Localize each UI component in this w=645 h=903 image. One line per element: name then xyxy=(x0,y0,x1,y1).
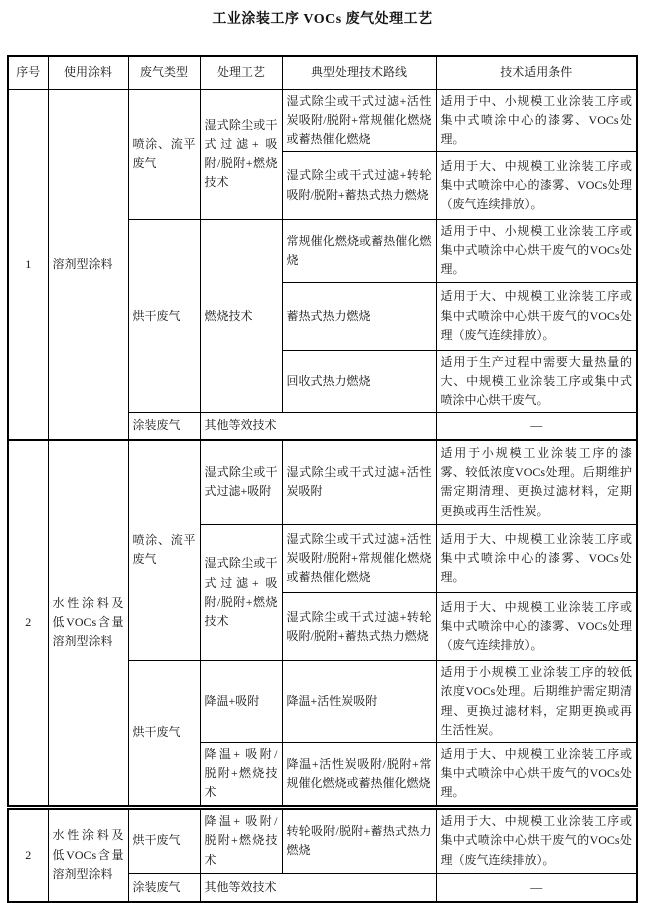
col-header-gas-type: 废气类型 xyxy=(128,56,200,89)
cell-gas-type: 烘干废气 xyxy=(128,807,200,873)
cell-gas-type: 烘干废气 xyxy=(128,220,200,413)
cell-condition: — xyxy=(436,413,637,440)
cell-process: 其他等效技术 xyxy=(200,873,436,902)
cell-seq: 2 xyxy=(8,440,48,807)
col-header-coating: 使用涂料 xyxy=(48,56,128,89)
cell-gas-type: 涂装废气 xyxy=(128,873,200,902)
cell-seq: 2 xyxy=(8,807,48,902)
cell-process: 降温+ 吸附/ 脱附+燃烧技术 xyxy=(200,807,282,873)
col-header-seq: 序号 xyxy=(8,56,48,89)
cell-route: 湿式除尘或干式过滤+活性炭吸附/脱附+常规催化燃烧或蓄热催化燃烧 xyxy=(282,525,436,593)
cell-route: 湿式除尘或干式过滤+转轮吸附/脱附+蓄热式热力燃烧 xyxy=(282,593,436,661)
cell-route: 湿式除尘或干式过滤+转轮吸附/脱附+蓄热式热力燃烧 xyxy=(282,152,436,220)
col-header-process: 处理工艺 xyxy=(200,56,282,89)
cell-process: 降温+吸附 xyxy=(200,661,282,743)
page-title: 工业涂装工序 VOCs 废气处理工艺 xyxy=(212,12,433,27)
cell-condition: — xyxy=(436,873,637,902)
cell-condition: 适用于大、中规模工业涂装工序或集中式喷涂中心烘干废气的VOCs处理（废气连续排放）。 xyxy=(436,807,637,873)
vocs-treatment-table xyxy=(7,55,638,903)
cell-route: 降温+活性炭吸附/脱附+常规催化燃烧或蓄热催化燃烧 xyxy=(282,742,436,807)
cell-route: 常规催化燃烧或蓄热催化燃烧 xyxy=(282,220,436,283)
cell-condition: 适用于大、中规模工业涂装工序或集中式喷涂中心烘干废气的VOCs处理。 xyxy=(436,742,637,807)
cell-gas-type: 喷涂、流平废气 xyxy=(128,89,200,220)
cell-route: 回收式热力燃烧 xyxy=(282,350,436,413)
cell-coating: 水性涂料及低VOCs含量溶剂型涂料 xyxy=(48,440,128,807)
cell-process: 其他等效技术 xyxy=(200,413,436,440)
table-header-row xyxy=(8,56,637,89)
cell-coating: 溶剂型涂料 xyxy=(48,89,128,440)
cell-process: 湿式除尘或干式过滤+ 吸附/脱附+燃烧技术 xyxy=(200,525,282,661)
cell-process: 湿式除尘或干式过滤+吸附 xyxy=(200,440,282,525)
cell-process: 降温+ 吸附/ 脱附+燃烧技术 xyxy=(200,742,282,807)
cell-gas-type: 喷涂、流平废气 xyxy=(128,440,200,661)
cell-condition: 适用于生产过程中需要大量热量的大、中规模工业涂装工序或集中式喷涂中心烘干废气。 xyxy=(436,350,637,413)
cell-gas-type: 涂装废气 xyxy=(128,413,200,440)
cell-gas-type: 烘干废气 xyxy=(128,661,200,807)
col-header-route: 典型处理技术路线 xyxy=(282,56,436,89)
cell-condition: 适用于小规模工业涂装工序的较低浓度VOCs处理。后期维护需定期清理、更换过滤材料，定期更换或再生活性炭。 xyxy=(436,661,637,743)
cell-condition: 适用于大、中规模工业涂装工序或集中式喷涂中心的漆雾、VOCs处理（废气连续排放）。 xyxy=(436,593,637,661)
cell-route: 湿式除尘或干式过滤+活性炭吸附/脱附+常规催化燃烧或蓄热催化燃烧 xyxy=(282,89,436,152)
cell-condition: 适用于大、中规模工业涂装工序或集中式喷涂中心的漆雾、VOCs处理。 xyxy=(436,525,637,593)
table-row xyxy=(8,807,637,873)
cell-condition: 适用于大、中规模工业涂装工序或集中式喷涂中心的漆雾、VOCs处理（废气连续排放）。 xyxy=(436,152,637,220)
cell-coating: 水性涂料及低VOCs含量溶剂型涂料 xyxy=(48,807,128,902)
cell-route: 转轮吸附/脱附+蓄热式热力燃烧 xyxy=(282,807,436,873)
cell-route: 降温+活性炭吸附 xyxy=(282,661,436,743)
cell-route: 湿式除尘或干式过滤+活性炭吸附 xyxy=(282,440,436,525)
table-row xyxy=(8,440,637,525)
cell-process: 湿式除尘或干式过滤+ 吸附/脱附+燃烧技术 xyxy=(200,89,282,220)
cell-condition: 适用于大、中规模工业涂装工序或集中式喷涂中心烘干废气的VOCs处理（废气连续排放）。 xyxy=(436,282,637,350)
cell-seq: 1 xyxy=(8,89,48,440)
cell-route: 蓄热式热力燃烧 xyxy=(282,282,436,350)
cell-condition: 适用于中、小规模工业涂装工序或集中式喷涂中心烘干废气的VOCs处理。 xyxy=(436,220,637,283)
cell-process: 燃烧技术 xyxy=(200,220,282,413)
col-header-condition: 技术适用条件 xyxy=(436,56,637,89)
table-row xyxy=(8,89,637,152)
cell-condition: 适用于中、小规模工业涂装工序或集中式喷涂中心的漆雾、VOCs处理。 xyxy=(436,89,637,152)
cell-condition: 适用于小规模工业涂装工序的漆雾、较低浓度VOCs处理。后期维护需定期清理、更换过滤材料，定期更换或再生活性炭。 xyxy=(436,440,637,525)
